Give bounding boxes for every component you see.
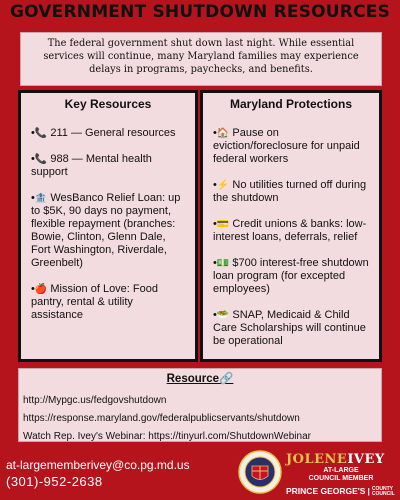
list-item: •🍎 Mission of Love: Food pantry, rental & utility assistance bbox=[31, 283, 158, 321]
list-item: •📞 211 — General resources bbox=[31, 127, 176, 139]
key-resources-panel bbox=[18, 90, 198, 362]
bank-icon: 🏦 bbox=[34, 193, 48, 204]
link-webinar[interactable]: Watch Rep. Ivey's Webinar: https://tinyurl.com/ShutdownWebinar bbox=[23, 431, 311, 442]
food-icon: 🥗 bbox=[216, 310, 230, 321]
header-banner bbox=[0, 0, 400, 24]
list-item: •📞 988 — Mental health support bbox=[31, 153, 152, 178]
contact-phone[interactable]: (301)-952-2638 bbox=[6, 474, 103, 489]
page-title: GOVERNMENT SHUTDOWN RESOURCES bbox=[9, 2, 391, 22]
contact-email[interactable]: at-largememberivey@co.pg.md.us bbox=[6, 458, 190, 472]
contact-info bbox=[6, 458, 190, 489]
list-item: •💵 $700 interest-free shutdown loan program (for excepted employees) bbox=[213, 257, 369, 295]
lightning-icon: ⚡ bbox=[216, 180, 230, 191]
money-icon: 💵 bbox=[216, 258, 230, 269]
list-item: •⚡ No utilities turned off during the shutdown bbox=[213, 179, 367, 204]
list-item: •💳 Credit unions & banks: low-interest loans, deferrals, relief bbox=[213, 218, 367, 243]
council-member-logo bbox=[286, 452, 396, 497]
brand-last-name: IVEY bbox=[347, 452, 385, 467]
link-mypgc[interactable]: http://Mypgc.us/fedgovshutdown bbox=[23, 395, 167, 406]
link-maryland-response[interactable]: https://response.maryland.gov/federalpublicservants/shutdown bbox=[23, 413, 300, 424]
apple-icon: 🍎 bbox=[34, 284, 48, 295]
resource-links-heading: Resource🔗 bbox=[166, 373, 234, 385]
list-item: •🥗 SNAP, Medicaid & Child Care Scholarships will continue be operational bbox=[213, 309, 366, 347]
phone-icon: 📞 bbox=[34, 154, 48, 165]
credit-card-icon: 💳 bbox=[216, 219, 230, 230]
resource-links-panel bbox=[18, 368, 382, 442]
brand-first-name: JOLENE bbox=[286, 452, 348, 467]
phone-icon: 📞 bbox=[34, 128, 48, 139]
maryland-protections-heading: Maryland Protections bbox=[229, 97, 353, 111]
maryland-protections-panel bbox=[200, 90, 382, 362]
list-item: •🏠 Pause on eviction/foreclosure for unpaid federal workers bbox=[213, 127, 360, 165]
list-item: •🏦 WesBanco Relief Loan: up to $5K, 90 days no payment, flexible repayment (branches: Bowie, Clinton, Glenn Dale, Fort Washington, Riverdale, Greenbelt) bbox=[31, 192, 181, 269]
key-resources-heading: Key Resources bbox=[64, 97, 152, 111]
brand-role: AT-LARGE COUNCIL MEMBER bbox=[308, 467, 374, 482]
county-seal-icon bbox=[238, 450, 282, 494]
house-icon: 🏠 bbox=[216, 128, 230, 139]
brand-county: PRINCE GEORGE'S | COUNTY COUNCIL bbox=[286, 485, 395, 497]
intro-text: The federal government shut down last night. While essential services will continue, many Maryland families may experience delays in programs, paychecks, and benefits. bbox=[20, 32, 382, 86]
